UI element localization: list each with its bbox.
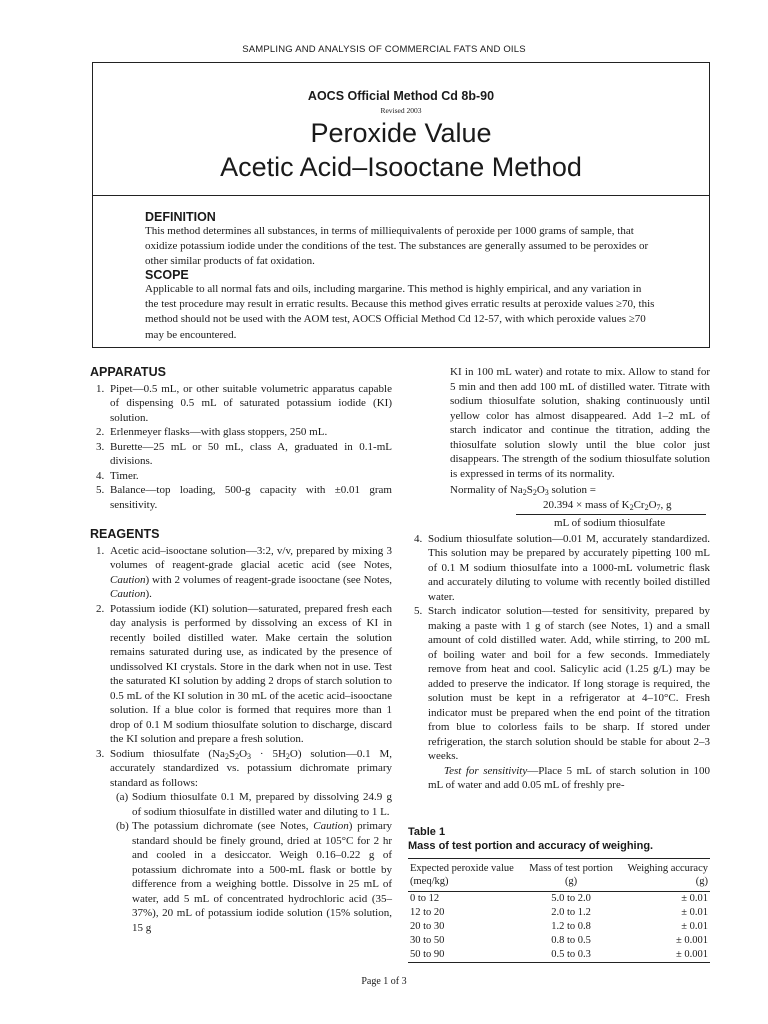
right-column (408, 365, 710, 793)
reagent-item-4 (408, 532, 710, 605)
reagent-item-2 (90, 602, 392, 747)
apparatus-item (90, 483, 392, 512)
item-text: Sodium thiosulfate 0.1 M, prepared by dissolving 24.9 g of sodium thiosulfate in distilled water and diluting to 1 L. (132, 791, 392, 818)
subscript: 2 (532, 488, 537, 497)
table-row (408, 920, 710, 934)
table-cell: 20 to 30 (410, 921, 445, 932)
formula-text: O (536, 484, 545, 496)
formula-text: solution = (548, 484, 596, 496)
item-text: O) solution—0.1 M, accurately standardized vs. potassium dichromate primary standard as follows: (110, 747, 393, 789)
subscript: 2 (644, 502, 649, 512)
title-box (92, 62, 710, 196)
table-cell: 30 to 50 (410, 935, 445, 946)
revised-label: Revised 2003 (380, 106, 422, 115)
fraction-bar (516, 514, 706, 515)
item-text: —Place 5 mL of starch solution in 100 mL of water and add 0.05 mL of freshly pre- (428, 764, 710, 791)
item-number: 2. (96, 602, 105, 615)
item-number: 3. (96, 747, 105, 760)
reagent-item-5 (408, 604, 710, 793)
caution-text: Caution (110, 588, 146, 600)
item-number: 3. (96, 440, 105, 453)
formula-numerator (543, 498, 672, 513)
table-header-row (408, 859, 710, 892)
sensitivity-label: Test for sensitivity (444, 764, 528, 777)
item-number: 1. (96, 544, 105, 557)
normality-formula (408, 498, 710, 532)
item-text: Balance—top loading, 500-g capacity with ±0.01 gram sensitivity. (110, 484, 392, 511)
item-text: ). (145, 588, 152, 600)
table-cell: ± 0.001 (675, 935, 708, 946)
apparatus-item (90, 425, 392, 440)
subscript: 2 (224, 751, 229, 761)
table-cell: 2.0 to 1.2 (551, 907, 591, 918)
page-title: Peroxide Value (310, 118, 492, 148)
item-text: ) primary standard should be finely ground, dried at 105°C for 2 hr and cooled in a desiccator. Weigh 0.16–0.22 g of potassium dichromate into a 500-mL flask or bottle by difference from a weighing bottle. Dissolve in 25 mL of water, add 5 mL of concentrated hydrochloric acid (35–37%), 20 mL of potassium iodide solution (15% solution, 15 g (132, 820, 392, 934)
caution-text: Caution (313, 820, 349, 832)
reagent-item-1 (90, 544, 392, 602)
subscript: 2 (522, 488, 527, 497)
item-text: Erlenmeyer flasks—with glass stoppers, 250 mL. (110, 426, 328, 438)
item-text: The potassium dichromate (see Notes, (132, 820, 314, 832)
caution-text: Caution (110, 573, 146, 586)
table-cell: 5.0 to 2.0 (551, 893, 591, 904)
reagents-list (90, 544, 392, 936)
item-text: S (228, 747, 236, 760)
definition-heading: DEFINITION (145, 210, 216, 224)
formula-text: , g (660, 498, 672, 511)
table-header: Weighing accuracy (g) (627, 863, 708, 887)
method-label: AOCS Official Method Cd 8b-90 (307, 89, 495, 103)
formula-text: 20.394 × mass of K (543, 498, 630, 511)
left-column (90, 365, 392, 935)
item-number: 5. (414, 605, 423, 617)
subscript: 3 (247, 751, 252, 761)
item-text: Starch indicator solution—tested for sensitivity, prepared by making a paste with 1 g of starch (see Notes, 1) and a small amount of cold distilled water. Add, while stirring, to 200 mL of boiling water and boil for a few seconds. Immediately remove from heat and cool. Salicylic acid (1.25 g/L) may be added to preserve the indicator. If long storage is required, the solution must be kept in a refrigerator at 4–10°C. Fresh indicator must be prepared when the end point of the titration from blue to colorless fails to be sharp. If stored under refrigeration, the starch solution should be stable for about 2–3 weeks. (428, 605, 710, 762)
table-1 (408, 826, 710, 963)
item-number: 4. (96, 469, 105, 482)
item-text: Potassium iodide (KI) solution—saturated, prepared fresh each day analysis is performed by dissolving an excess of KI in recently boiled distilled water. Make certain the solution remains saturated during use, as indicated by the presence of undissolved KI crystals. Store in the dark when not in use. Test the saturated KI solution by adding 2 drops of starch solution to 0.5 mL of the KI solution in 30 mL of the acetic acid–isooctane solution. If a blue color is formed that requires more than 1 drop of 0.1 M sodium thiosulfate solution to discharge, discard the KI solution and prepare a fresh solution. (110, 602, 392, 745)
normality-label (408, 483, 710, 498)
table-cell: 12 to 20 (410, 907, 445, 918)
table-cell: ± 0.001 (675, 949, 708, 960)
table-cell: 0.5 to 0.3 (551, 949, 591, 960)
table-row (408, 948, 710, 963)
subscript: 2 (235, 751, 240, 761)
item-text: · 5H (251, 747, 286, 760)
subscript: 2 (629, 502, 634, 512)
page-subtitle: Acetic Acid–Isooctane Method (220, 152, 582, 182)
table-cell: 0 to 12 (410, 893, 440, 904)
reagent-subitem-a (110, 790, 392, 819)
subscript: 3 (544, 488, 549, 497)
table-caption: Mass of test portion and accuracy of weighing. (408, 840, 654, 852)
definition-text: This method determines all substances, in terms of milliequivalents of peroxide per 1000 grams of sample, that oxidize potassium iodide under the conditions of the test. The substances are generally assumed to be peroxides or other similar products of fat oxidation. (145, 225, 649, 268)
reagents-heading: REAGENTS (90, 527, 160, 541)
formula-text: Normality of Na (450, 484, 523, 496)
apparatus-heading: APPARATUS (90, 365, 166, 379)
table-row (408, 934, 710, 948)
apparatus-item (90, 440, 392, 469)
item-text: Sodium thiosulfate (Na (110, 747, 225, 760)
reagents-list-continued (408, 532, 710, 793)
sensitivity-test (428, 764, 710, 793)
formula-text: O (648, 498, 657, 511)
formula-denominator: mL of sodium thiosulfate (554, 516, 666, 529)
table-cell: 0.8 to 0.5 (551, 935, 591, 946)
item-text: Burette—25 mL or 50 mL, class A, graduated in 0.1-mL divisions. (110, 440, 392, 467)
table-header: Expected peroxide value (meq/kg) (410, 863, 514, 887)
item-text: Timer. (110, 469, 139, 482)
item-text: Pipet—0.5 mL, or other suitable volumetric apparatus capable of dispensing 0.5 mL of saturated potassium iodide (KI) solution. (110, 382, 392, 424)
reagent-subitem-b (110, 819, 392, 935)
subscript: 2 (285, 751, 290, 761)
apparatus-item (90, 382, 392, 426)
table-cell: ± 0.01 (681, 893, 708, 904)
subscript: 7 (656, 502, 661, 512)
subitem-letter: (b) (116, 820, 129, 832)
table-cell: ± 0.01 (681, 907, 708, 918)
item-text: ) with 2 volumes of reagent-grade isooctane (see Notes, (145, 573, 392, 586)
table-row (408, 906, 710, 920)
table-label: Table 1 (408, 826, 446, 838)
scope-heading: SCOPE (145, 268, 189, 282)
definition-scope-box (92, 196, 710, 348)
apparatus-item (90, 469, 392, 484)
page-footer: Page 1 of 3 (361, 976, 407, 987)
item-number: 1. (96, 382, 105, 395)
table-cell: ± 0.01 (681, 921, 708, 932)
table-header: Mass of test portion (g) (529, 863, 613, 887)
formula-text: S (526, 484, 533, 496)
item-text: O (239, 747, 248, 760)
formula-text: Cr (633, 498, 645, 511)
running-head: SAMPLING AND ANALYSIS OF COMMERCIAL FATS AND OILS (242, 44, 526, 55)
item-number: 2. (96, 426, 105, 438)
item-text: Sodium thiosulfate solution—0.01 M, accurately standardized. This solution may be prepared by accurately pipetting 100 mL of 0.1 M sodium thiosulfate into a 1000-mL volumetric flask and accurately diluting to volume with recently boiled distilled water. (428, 532, 710, 603)
weighing-table (408, 858, 710, 963)
subitem-letter: (a) (116, 791, 129, 803)
item-number: 5. (96, 484, 105, 496)
scope-text: Applicable to all normal fats and oils, including margarine. This method is highly empirical, and any variation in the test procedure may result in erratic results. Because this method gives erratic results at peroxide values ≥70, this method should not be used with the AOM test, AOCS Official Method Cd 12-57, with which peroxide values ≥70 may be encountered. (145, 283, 655, 341)
item-text: Acetic acid–isooctane solution—3:2, v/v, prepared by mixing 3 volumes of reagent-grade glacial acetic acid (see Notes, (110, 544, 392, 571)
reagent-item-3 (90, 747, 392, 936)
item-number: 4. (414, 532, 423, 545)
table-row (408, 892, 710, 907)
reagent-3-continued: KI in 100 mL water) and rotate to mix. Allow to stand for 5 min and then add 100 mL of distilled water. Titrate with sodium thiosulfate solution, shaking continuously until yellow color has almost disappeared. Add 1–2 mL of starch indicator and continue the titration, adding the thiosulfate solution slowly until the blue color just disappears. The strength of the sodium thiosulfate solution is expressed in terms of its normality. (450, 366, 710, 480)
table-cell: 1.2 to 0.8 (551, 921, 591, 932)
table-cell: 50 to 90 (410, 949, 445, 960)
apparatus-list (90, 382, 392, 513)
